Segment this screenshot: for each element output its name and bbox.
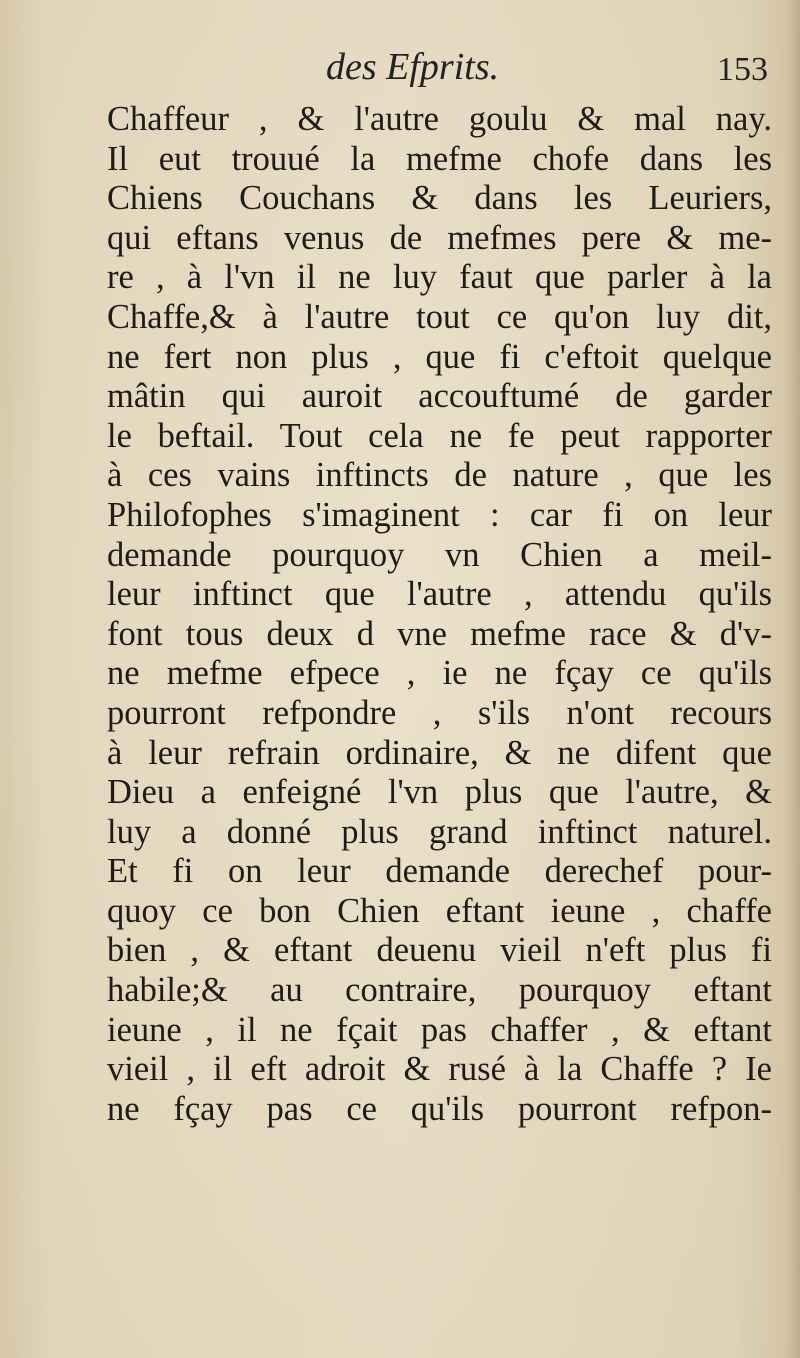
text-line: Dieu a enfeigné l'vn plus que l'autre, & xyxy=(107,773,772,812)
text-line: font tous deux d vne mefme race & d'v- xyxy=(107,614,772,653)
running-head xyxy=(108,45,768,93)
text-line: à ces vains inftincts de nature , que les xyxy=(107,456,772,495)
text-line: Chaffeur , & l'autre goulu & mal nay. xyxy=(107,100,772,138)
text-line: re , à l'vn il ne luy faut que parler à la xyxy=(107,258,772,297)
text-line: bien , & eftant deuenu vieil n'eft plus fi xyxy=(107,931,772,970)
running-head-title: des Efprits. xyxy=(326,46,500,88)
text-line: demande pourquoy vn Chien a meil- xyxy=(107,535,772,574)
text-line: quoy ce bon Chien eftant ieune , chaffe xyxy=(107,891,772,930)
body-text xyxy=(107,100,772,1129)
text-line: Il eut trouué la mefme chofe dans les xyxy=(107,139,772,178)
text-line: habile;& au contraire, pourquoy eftant xyxy=(107,971,772,1010)
text-line: mâtin qui auroit accouftumé de garder xyxy=(107,377,772,416)
page-number: 153 xyxy=(717,51,768,88)
text-line: à leur refrain ordinaire, & ne difent que xyxy=(107,733,772,772)
text-line: ne mefme efpece , ie ne fçay ce qu'ils xyxy=(107,654,772,693)
page-edge-shadow xyxy=(786,0,800,1358)
text-line: Chiens Couchans & dans les Leuriers, xyxy=(107,179,772,218)
text-line: pourront refpondre , s'ils n'ont recours xyxy=(107,693,772,732)
text-line: leur inftinct que l'autre , attendu qu'ils xyxy=(107,575,772,614)
text-line: le beftail. Tout cela ne fe peut rapporter xyxy=(107,416,772,455)
text-line: ieune , il ne fçait pas chaffer , & eftant xyxy=(107,1010,772,1049)
text-line: Chaffe,& à l'autre tout ce qu'on luy dit, xyxy=(107,297,772,336)
text-line: qui eftans venus de mefmes pere & me- xyxy=(107,218,772,257)
text-line: vieil , il eft adroit & rusé à la Chaffe ? Ie xyxy=(107,1050,772,1089)
text-line: Philofophes s'imaginent : car fi on leur xyxy=(107,495,772,534)
text-line: luy a donné plus grand inftinct naturel. xyxy=(107,812,772,851)
text-line: ne fert non plus , que fi c'eftoit quelque xyxy=(107,337,772,376)
text-line: Et fi on leur demande derechef pour- xyxy=(107,852,772,891)
text-line: ne fçay pas ce qu'ils pourront refpon- xyxy=(107,1089,772,1128)
